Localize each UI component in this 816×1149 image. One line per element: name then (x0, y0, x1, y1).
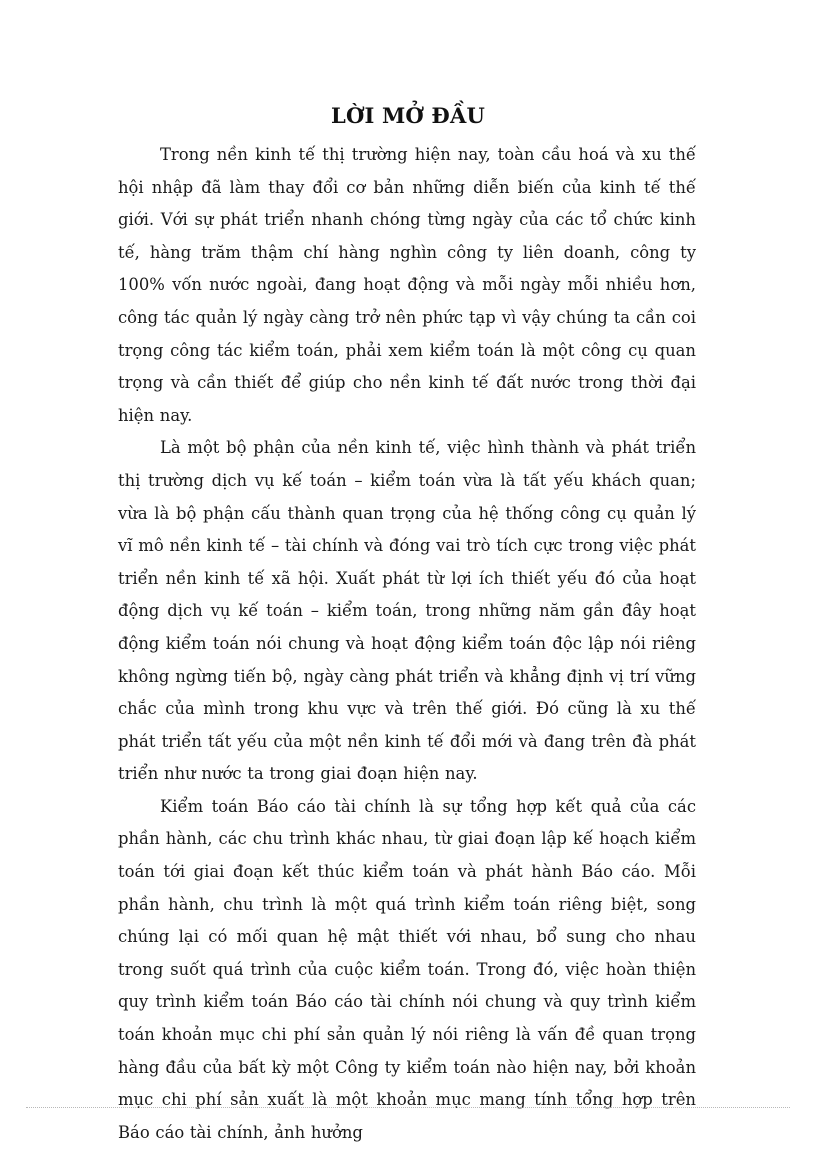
page-title: LỜI MỞ ĐẦU (330, 103, 485, 128)
paragraph-2: Là một bộ phận của nền kinh tế, việc hình thành và phát triển thị trường dịch vụ kế toán – kiểm toán vừa là tất yếu khách quan; vừa là bộ phận cấu thành quan trọng của hệ thống công cụ quản lý vĩ mô nền kinh tế – tài chính và đóng vai trò tích cực trong việc phát triển nền kinh tế xã hội. Xuất phát từ lợi ích thiết yếu đó của hoạt động dịch vụ kế toán – kiểm toán, trong những năm gần đây hoạt động kiểm toán nói chung và hoạt động kiểm toán độc lập nói riêng không ngừng tiến bộ, ngày càng phát triển và khẳng định vị trí vững chắc của mình trong khu vực và trên thế giới. Đó cũng là xu thế phát triển tất yếu của một nền kinh tế đổi mới và đang trên đà phát triển như nước ta trong giai đoạn hiện nay. (118, 438, 696, 784)
page-bottom-dotted-rule (26, 1107, 790, 1108)
document-body (118, 139, 696, 1149)
paragraph-3: Kiểm toán Báo cáo tài chính là sự tổng hợp kết quả của các phần hành, các chu trình khác nhau, từ giai đoạn lập kế hoạch kiểm toán tới giai đoạn kết thúc kiểm toán và phát hành Báo cáo. Mỗi phần hành, chu trình là một quá trình kiểm toán riêng biệt, song chúng lại có mối quan hệ mật thiết với nhau, bổ sung cho nhau trong suốt quá trình của cuộc kiểm toán. Trong đó, việc hoàn thiện quy trình kiểm toán Báo cáo tài chính nói chung và quy trình kiểm toán khoản mục chi phí sản quản lý nói riêng là vấn đề quan trọng hàng đầu của bất kỳ một Công ty kiểm toán nào hiện nay, bởi khoản mục chi phí sản xuất là một khoản mục mang tính tổng hợp trên Báo cáo tài chính, ảnh hưởng (118, 796, 696, 1142)
paragraph-1: Trong nền kinh tế thị trường hiện nay, toàn cầu hoá và xu thế hội nhập đã làm thay đổi cơ bản những diễn biến của kinh tế thế giới. Với sự phát triển nhanh chóng từng ngày của các tổ chức kinh tế, hàng trăm thậm chí hàng nghìn công ty liên doanh, công ty 100% vốn nước ngoài, đang hoạt động và mỗi ngày mỗi nhiều hơn, công tác quản lý ngày càng trở nên phức tạp vì vậy chúng ta cần coi trọng công tác kiểm toán, phải xem kiểm toán là một công cụ quan trọng và cần thiết để giúp cho nền kinh tế đất nước trong thời đại hiện nay. (118, 145, 696, 425)
